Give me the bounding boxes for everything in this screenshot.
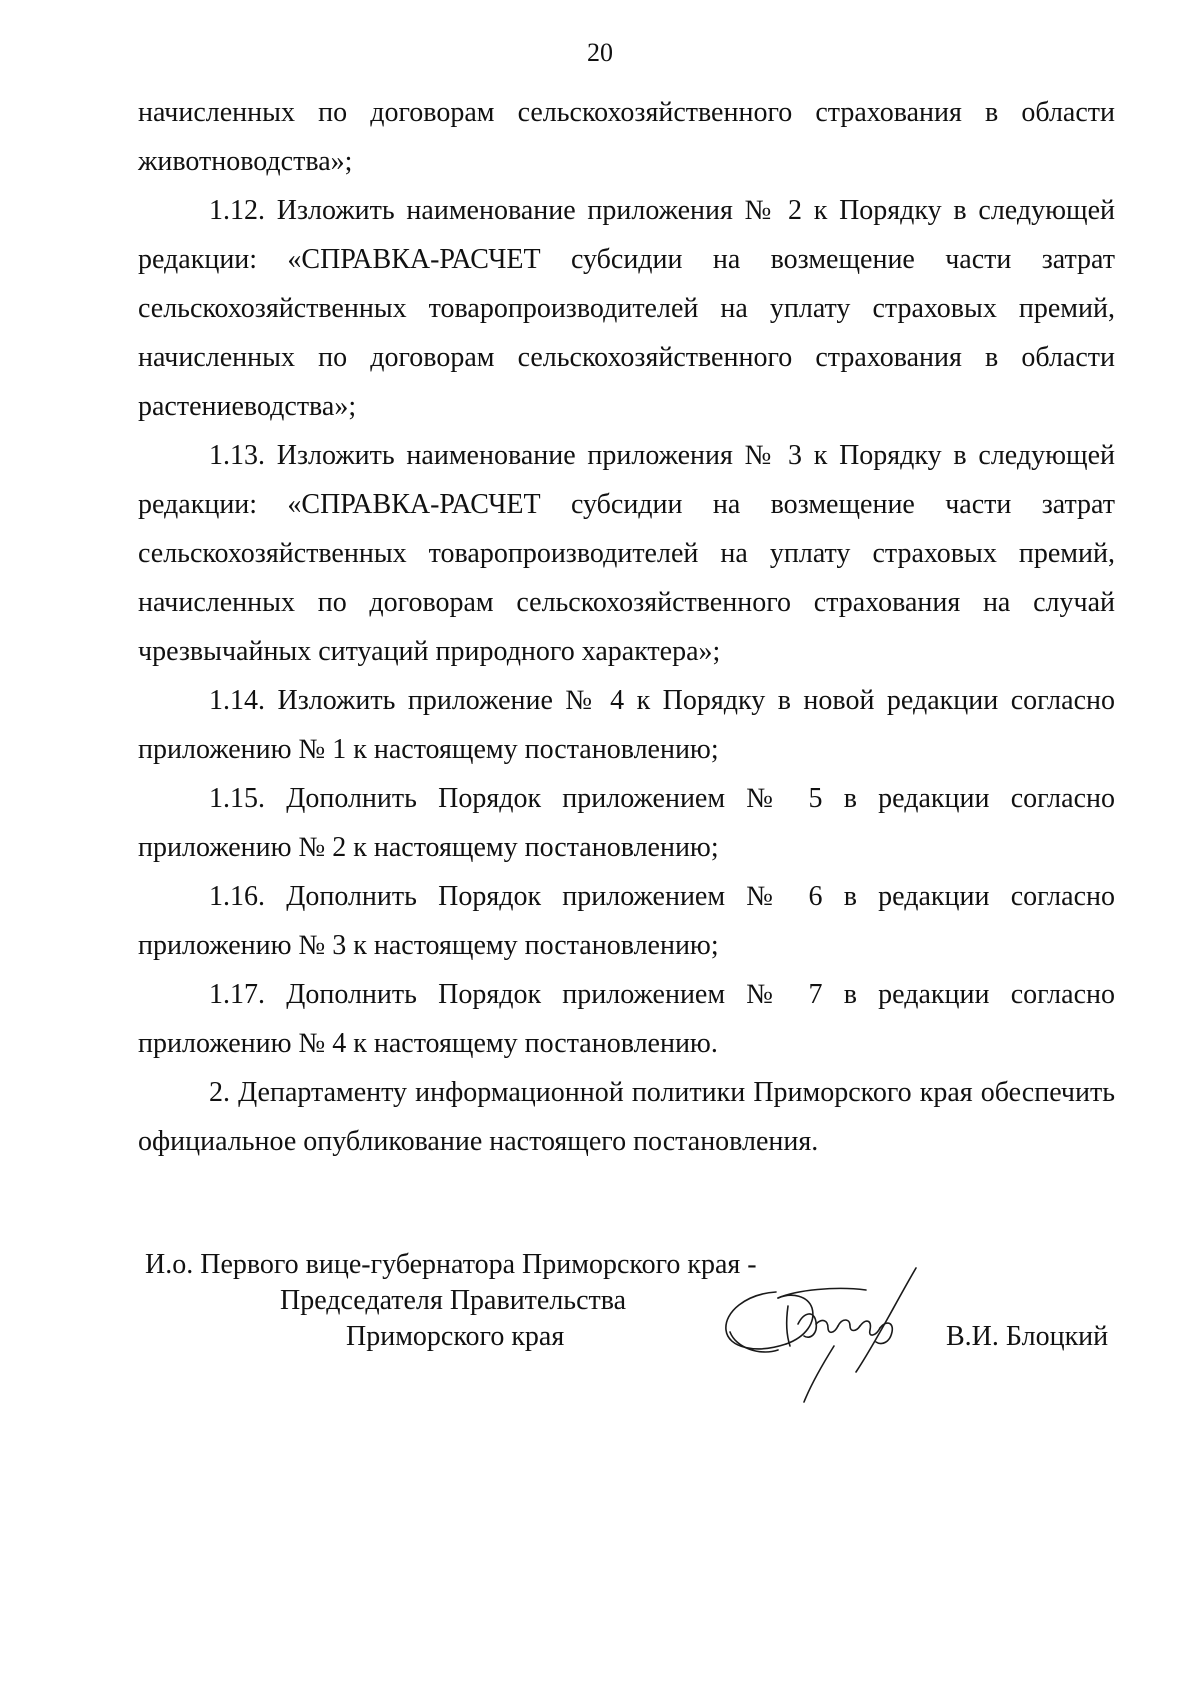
paragraph-1-15: 1.15. Дополнить Порядок приложением № 5 в редакции согласно приложению № 2 к настоящему постановлению; — [138, 783, 1115, 863]
signatory-position-line-2: Председателя Правительства — [280, 1285, 627, 1316]
signatory-name: В.И. Блоцкий — [946, 1321, 1109, 1352]
paragraph-1-16: 1.16. Дополнить Порядок приложением № 6 в редакции согласно приложению № 3 к настоящему постановлению; — [138, 881, 1115, 961]
paragraph-1-12: 1.12. Изложить наименование приложения № 2 к Порядку в следующей редакции: «СПРАВКА-РАСЧЕТ субсидии на возмещение части затрат сельскохозяйственных товаропроизводителей на уплату страховых премий, начисленных по договорам сельскохозяйственного страхования в области растениеводства»; — [138, 195, 1115, 422]
handwritten-signature — [716, 1262, 936, 1412]
paragraph-1-17: 1.17. Дополнить Порядок приложением № 7 в редакции согласно приложению № 4 к настоящему постановлению. — [138, 979, 1115, 1059]
page-number: 20 — [587, 38, 613, 67]
signatory-position-line-3: Приморского края — [346, 1321, 565, 1352]
document-body — [138, 88, 1115, 1166]
paragraph-1-13: 1.13. Изложить наименование приложения № 3 к Порядку в следующей редакции: «СПРАВКА-РАСЧЕТ субсидии на возмещение части затрат сельскохозяйственных товаропроизводителей на уплату страховых премий, начисленных по договорам сельскохозяйственного страхования на случай чрезвычайных ситуаций природного характера»; — [138, 440, 1115, 667]
signatory-position-line-1: И.о. Первого вице-губернатора Приморского края - — [145, 1249, 757, 1280]
signature-block — [0, 1248, 1200, 1408]
paragraph-continuation: начисленных по договорам сельскохозяйственного страхования в области животноводства»; — [138, 97, 1115, 177]
paragraph-1-14: 1.14. Изложить приложение № 4 к Порядку в новой редакции согласно приложению № 1 к настоящему постановлению; — [138, 685, 1115, 765]
paragraph-2: 2. Департаменту информационной политики Приморского края обеспечить официальное опубликование настоящего постановления. — [138, 1077, 1115, 1157]
